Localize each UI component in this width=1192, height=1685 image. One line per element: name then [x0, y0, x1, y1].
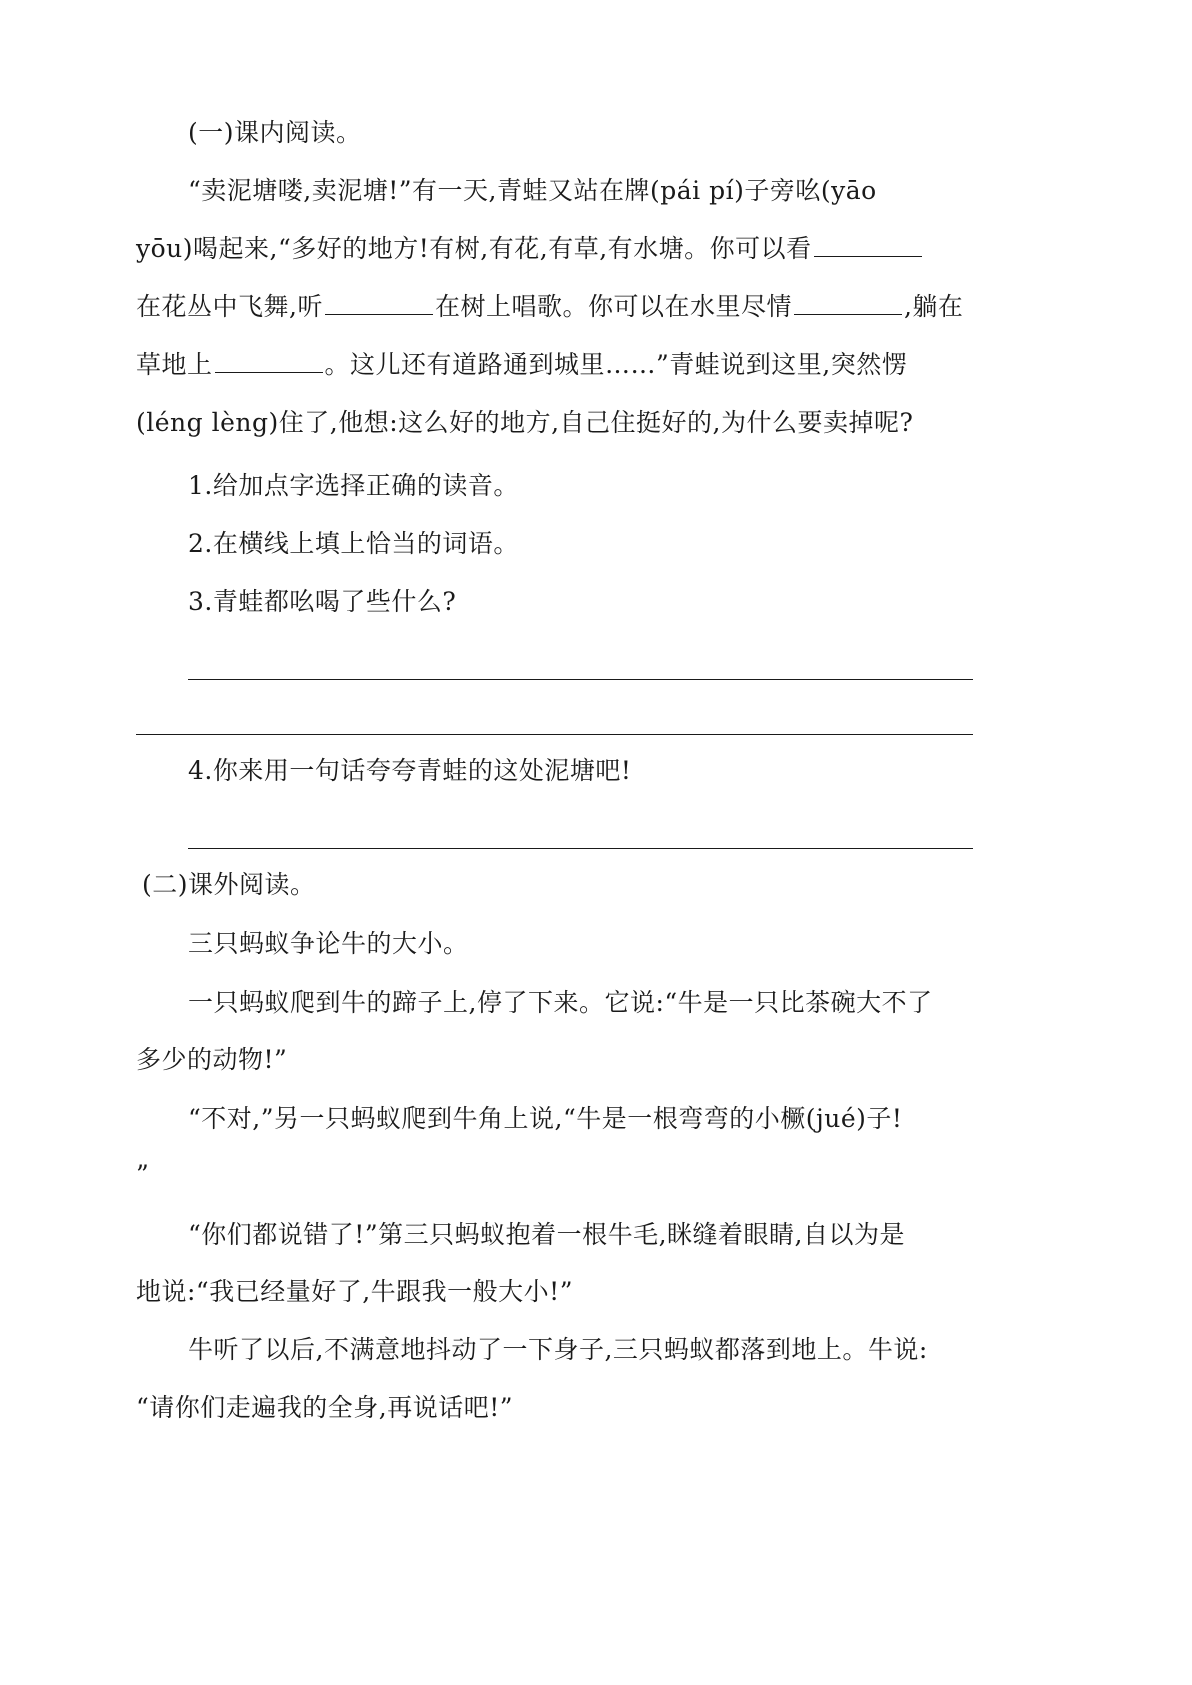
story-p4-line-2: “请你们走遍我的全身,再说话吧!” [136, 1393, 514, 1422]
answer-line-q3-a[interactable] [188, 679, 973, 680]
passage-line-3-text-a: 在花丛中飞舞,听 [136, 292, 323, 321]
answer-line-q4[interactable] [188, 848, 973, 849]
question-4: 4.你来用一句话夸夸青蛙的这处泥塘吧! [188, 756, 632, 785]
story-p1-line-1: 一只蚂蚁爬到牛的蹄子上,停了下来。它说:“牛是一只比茶碗大不了 [188, 988, 933, 1017]
story-p2-line-2: ” [136, 1160, 150, 1189]
story-p3-line-1: “你们都说错了!”第三只蚂蚁抱着一根牛毛,眯缝着眼睛,自以为是 [188, 1220, 906, 1249]
passage-line-5: (léng lèng)住了,他想:这么好的地方,自己住挺好的,为什么要卖掉呢? [136, 408, 914, 437]
section1-heading: (一)课内阅读。 [188, 118, 362, 147]
question-2: 2.在横线上填上恰当的词语。 [188, 529, 519, 558]
fill-blank-1[interactable] [814, 234, 922, 257]
section2-heading: (二)课外阅读。 [142, 870, 316, 899]
fill-blank-4[interactable] [215, 350, 323, 373]
passage-line-4-text-a: 草地上 [136, 350, 213, 379]
question-1: 1.给加点字选择正确的读音。 [188, 471, 519, 500]
story-p4-line-1: 牛听了以后,不满意地抖动了一下身子,三只蚂蚁都落到地上。牛说: [188, 1335, 928, 1364]
story-title: 三只蚂蚁争论牛的大小。 [188, 929, 469, 958]
fill-blank-3[interactable] [794, 292, 902, 315]
story-p2-line-1: “不对,”另一只蚂蚁爬到牛角上说,“牛是一根弯弯的小橛(jué)子! [188, 1104, 903, 1133]
passage-line-2-text: yōu)喝起来,“多好的地方!有树,有花,有草,有水塘。你可以看 [136, 234, 812, 263]
passage-line-3-text-b: 在树上唱歌。你可以在水里尽情 [434, 292, 792, 321]
passage-line-4-text-b: 。这儿还有道路通到城里……”青蛙说到这里,突然愣 [324, 350, 908, 379]
passage-line-3 [136, 290, 963, 324]
story-p3-line-2: 地说:“我已经量好了,牛跟我一般大小!” [136, 1277, 573, 1306]
passage-line-4 [136, 348, 907, 382]
answer-line-q3-b[interactable] [136, 734, 973, 735]
passage-line-3-text-c: ,躺在 [903, 292, 964, 321]
passage-line-1: “卖泥塘喽,卖泥塘!”有一天,青蛙又站在牌(pái pí)子旁吆(yāo [188, 176, 877, 205]
question-3: 3.青蛙都吆喝了些什么? [188, 587, 457, 616]
story-p1-line-2: 多少的动物!” [136, 1045, 288, 1074]
passage-line-2 [136, 232, 924, 266]
fill-blank-2[interactable] [325, 292, 433, 315]
